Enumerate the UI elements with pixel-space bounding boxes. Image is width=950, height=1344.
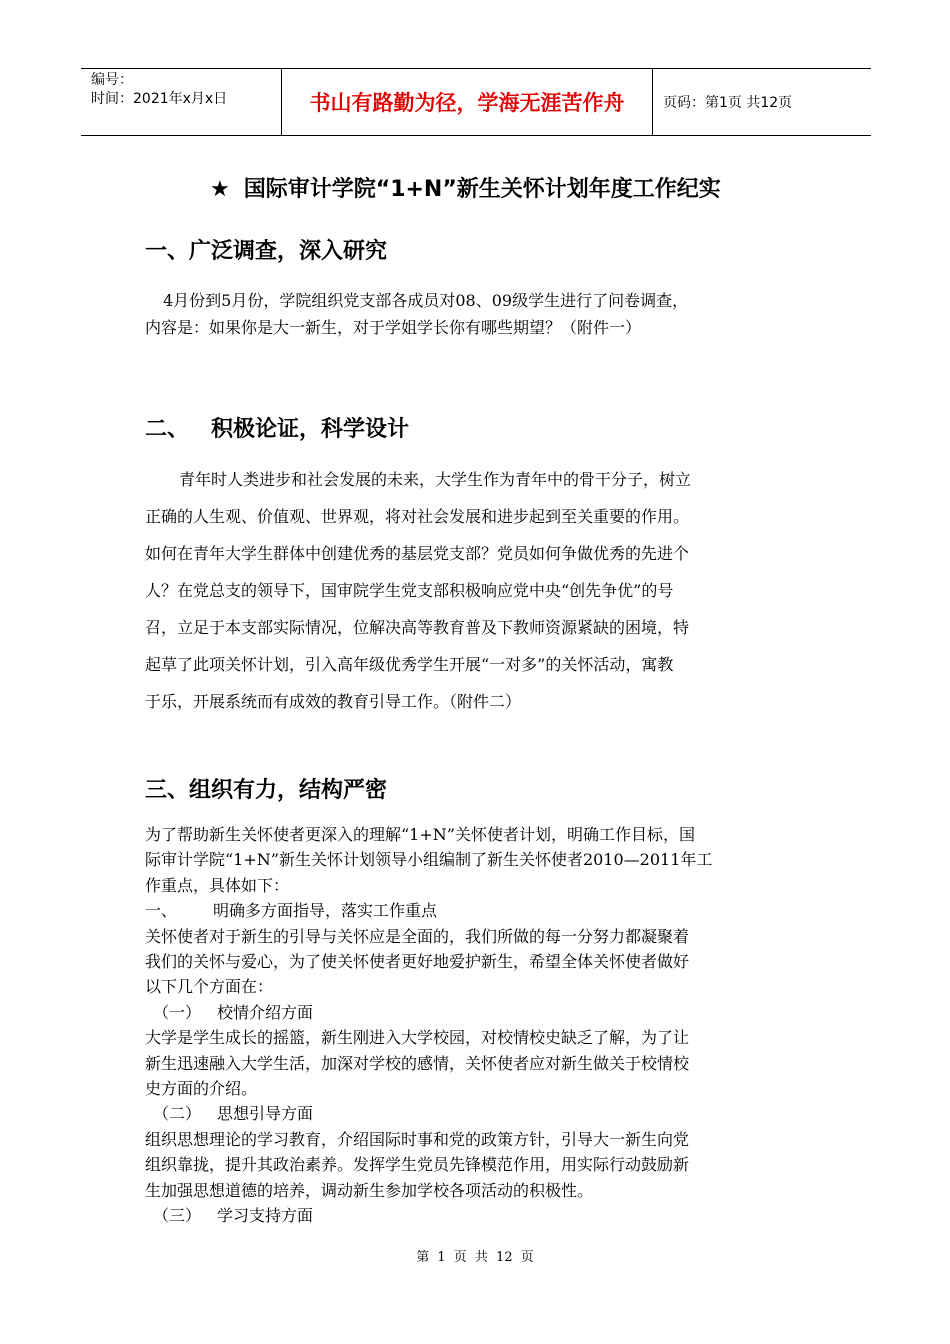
- item-2-number: （二）: [153, 1104, 202, 1124]
- paragraph-line: 4月份到5月份，学院组织党支部各成员对08、09级学生进行了问卷调查，: [163, 291, 689, 310]
- item-2-text: 思想引导方面: [217, 1104, 314, 1124]
- item-1-number: （一）: [153, 1002, 202, 1022]
- paragraph-line: 正确的人生观、价值观、世界观，将对社会发展和进步起到至关重要的作用。: [145, 507, 690, 526]
- subheading-1-number: 一、: [145, 901, 178, 921]
- page-header: [81, 68, 871, 136]
- subheading-1-text: 明确多方面指导，落实工作重点: [213, 901, 438, 921]
- subsection-line: 我们的关怀与爱心，为了使关怀使者更好地爱护新生，希望全体关怀使者做好: [145, 952, 690, 972]
- item-3-heading: [145, 1203, 805, 1228]
- title-text: 国际审计学院“1+N”新生关怀计划年度工作纪实: [243, 177, 721, 202]
- paragraph-line: 起草了此项关怀计划，引入高年级优秀学生开展“一对多”的关怀活动，寓教: [145, 655, 674, 674]
- section-2-paragraph: [145, 461, 805, 720]
- section-2-heading: [145, 412, 409, 443]
- intro-line: 际审计学院“1+N”新生关怀计划领导小组编制了新生关怀使者2010—2011年工: [145, 850, 713, 870]
- item-3-text: 学习支持方面: [217, 1206, 314, 1226]
- time-label: 时间：2021年x月x日: [91, 91, 228, 107]
- intro-line: 为了帮助新生关怀使者更深入的理解“1+N”关怀使者计划，明确工作目标，国: [145, 825, 695, 844]
- page-footer: 第 1 页 共 12 页: [416, 1250, 534, 1265]
- paragraph-line: 召，立足于本支部实际情况，位解决高等教育普及下教师资源紧缺的困境，特: [145, 618, 690, 637]
- item-2-heading: [145, 1101, 805, 1126]
- section-1-heading: 一、广泛调查，深入研究: [145, 239, 388, 264]
- section-3-body: [145, 822, 805, 1229]
- star-icon: ★: [210, 177, 230, 202]
- item-line: 生加强思想道德的培养，调动新生参加学校各项活动的积极性。: [145, 1180, 594, 1200]
- item-1-text: 校情介绍方面: [217, 1002, 314, 1022]
- subsection-line: 关怀使者对于新生的引导与关怀应是全面的，我们所做的每一分努力都凝聚着: [145, 926, 690, 946]
- section-2-number: 二、: [145, 417, 190, 442]
- subheading-1: [145, 898, 805, 923]
- paragraph-line: 内容是：如果你是大一新生，对于学姐学长你有哪些期望？（附件一）: [145, 318, 642, 337]
- item-line: 大学是学生成长的摇篮，新生刚进入大学校园，对校情校史缺乏了解，为了让: [145, 1028, 690, 1048]
- paragraph-line: 于乐，开展系统而有成效的教育引导工作。（附件二）: [145, 692, 522, 711]
- item-1-heading: [145, 1000, 805, 1025]
- section-3-heading: 三、组织有力，结构严密: [145, 778, 388, 803]
- item-line: 新生迅速融入大学生活，加深对学校的感情，关怀使者应对新生做关于校情校: [145, 1053, 690, 1073]
- item-line: 组织思想理论的学习教育，介绍国际时事和党的政策方针，引导大一新生向党: [145, 1129, 690, 1149]
- paragraph-line: 如何在青年大学生群体中创建优秀的基层党支部？党员如何争做优秀的先进个: [145, 544, 690, 563]
- section-1-paragraph: [145, 287, 805, 341]
- paragraph-line: 青年时人类进步和社会发展的未来，大学生作为青年中的骨干分子，树立: [179, 470, 692, 489]
- item-line: 组织靠拢，提升其政治素养。发挥学生党员先锋模范作用，用实际行动鼓励新: [145, 1155, 690, 1175]
- intro-line: 作重点，具体如下：: [145, 875, 290, 895]
- header-meta: [81, 69, 281, 135]
- document-title: [210, 172, 721, 203]
- item-line: 史方面的介绍。: [145, 1079, 258, 1099]
- subsection-line: 以下几个方面在：: [145, 977, 274, 997]
- number-label: 编号：: [91, 72, 133, 88]
- section-2-title: 积极论证，科学设计: [211, 417, 410, 442]
- paragraph-line: 人？在党总支的领导下，国审院学生党支部积极响应党中央“创先争优”的号: [145, 581, 674, 600]
- item-3-number: （三）: [153, 1206, 202, 1226]
- header-motto: 书山有路勤为径，学海无涯苦作舟: [281, 69, 653, 135]
- header-page-label: 页码：第1页 共12页: [663, 95, 793, 111]
